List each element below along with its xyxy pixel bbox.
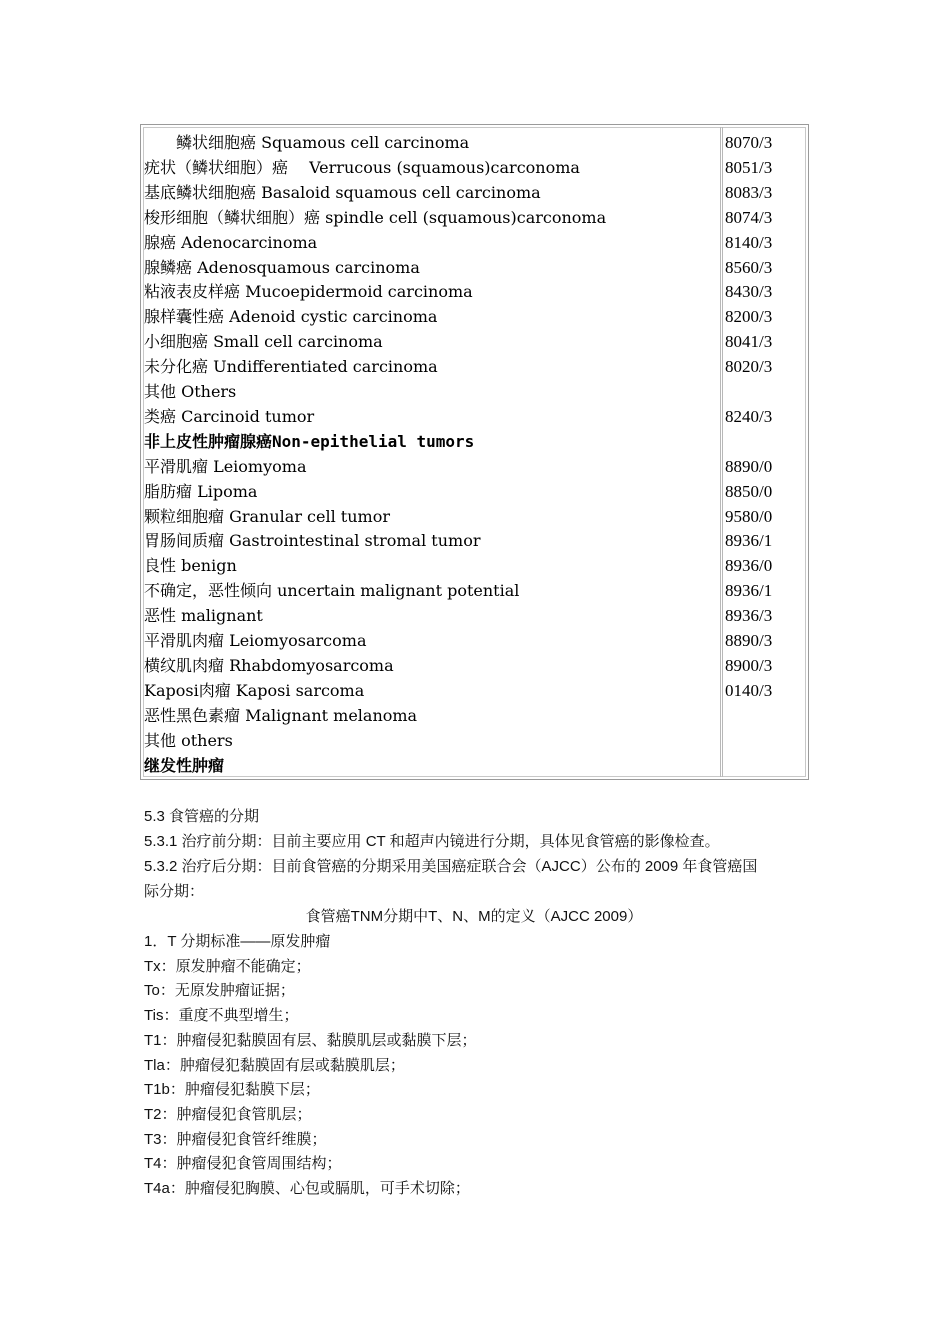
icd-o-code: 8890/0 — [725, 456, 773, 476]
icd-o-code: 8936/0 — [725, 556, 773, 576]
table-row — [144, 155, 804, 180]
tumor-type-name: 不确定，恶性倾向 uncertain malignant potential — [144, 581, 520, 601]
icd-o-code: 8083/3 — [725, 182, 773, 202]
tumor-type-name: 平滑肌肉瘤 Leiomyosarcoma — [144, 631, 367, 650]
icd-o-code: 8890/3 — [725, 631, 773, 650]
tumor-type-name: 脂肪瘤 Lipoma — [144, 481, 258, 501]
icd-o-code: 8850/0 — [725, 481, 773, 501]
icd-o-code: 8430/3 — [725, 282, 773, 302]
table-row — [144, 429, 804, 454]
icd-o-code: 9580/0 — [725, 506, 773, 526]
table-row — [144, 329, 804, 354]
tumor-type-name: 腺鳞癌 Adenosquamous carcinoma — [144, 257, 420, 277]
icd-o-code: 8140/3 — [725, 232, 773, 252]
icd-o-code: 8240/3 — [725, 406, 773, 426]
tumor-type-name: 基底鳞状细胞癌 Basaloid squamous cell carcinoma — [144, 182, 541, 202]
tumor-type-name: 粘液表皮样癌 Mucoepidermoid carcinoma — [144, 282, 473, 302]
table-row — [144, 479, 804, 504]
table-row — [144, 504, 804, 529]
table-row — [144, 404, 804, 429]
tumor-classification-table — [140, 124, 809, 780]
table-row — [144, 279, 804, 304]
paragraph-pretreatment-staging: 5.3.1 治疗前分期：目前主要应用 CT 和超声内镜进行分期，具体见食管癌的影像检查。 — [144, 833, 720, 850]
paragraph-posttreatment-staging-line1: 5.3.2 治疗后分期：目前食管癌的分期采用美国癌症联合会（AJCC）公布的 2009 年食管癌国 — [144, 858, 758, 875]
table-row — [144, 379, 804, 404]
staging-line: Tx：原发肿瘤不能确定； — [144, 957, 311, 975]
table-row — [144, 578, 804, 603]
tumor-type-name: 继发性肿瘤 — [144, 755, 225, 775]
tumor-type-name: 腺样囊性癌 Adenoid cystic carcinoma — [144, 307, 438, 327]
table-row — [144, 678, 804, 703]
tumor-type-name: 疣状（鳞状细胞）癌 Verrucous (squamous)carconoma — [144, 157, 580, 177]
icd-o-code: 8936/1 — [725, 531, 773, 551]
table-row — [144, 603, 804, 628]
tumor-type-name: 类癌 Carcinoid tumor — [144, 406, 315, 426]
tumor-type-name: 未分化癌 Undifferentiated carcinoma — [144, 357, 438, 377]
tumor-type-name: 鳞状细胞癌 Squamous cell carcinoma — [144, 133, 470, 152]
table-row — [144, 130, 804, 155]
tnm-table-caption: 食管癌TNM分期中T、N、M的定义（AJCC 2009） — [305, 908, 643, 925]
staging-line: 1．T 分期标准——原发肿瘤 — [144, 933, 331, 950]
tumor-type-name: Kaposi肉瘤 Kaposi sarcoma — [144, 680, 365, 700]
staging-line: Tis：重度不典型增生； — [144, 1007, 299, 1025]
tumor-type-name: 良性 benign — [144, 556, 237, 576]
staging-line: T1b：肿瘤侵犯黏膜下层； — [144, 1081, 320, 1099]
tumor-type-name: 腺癌 Adenocarcinoma — [144, 232, 318, 252]
tumor-type-name: 其他 others — [144, 730, 233, 750]
table-row — [144, 354, 804, 379]
staging-line: T4：肿瘤侵犯食管周围结构； — [144, 1155, 342, 1173]
table-row — [144, 180, 804, 205]
table-row — [144, 205, 804, 230]
icd-o-code: 8051/3 — [725, 157, 773, 177]
icd-o-code: 8074/3 — [725, 207, 773, 227]
section-heading: 5.3 食管癌的分期 — [144, 808, 260, 825]
staging-line: T1：肿瘤侵犯黏膜固有层、黏膜肌层或黏膜下层； — [144, 1031, 477, 1049]
table-row — [144, 703, 804, 728]
staging-line: To：无原发肿瘤证据； — [144, 982, 295, 1000]
table-row — [144, 728, 804, 753]
staging-line: T2：肿瘤侵犯食管肌层； — [144, 1105, 312, 1123]
table-row — [144, 553, 804, 578]
tumor-type-name: 其他 Others — [144, 382, 237, 401]
table-row — [144, 528, 804, 553]
tumor-type-name: 恶性 malignant — [144, 606, 263, 626]
table-row — [144, 653, 804, 678]
icd-o-code: 8936/3 — [725, 606, 773, 626]
tumor-type-name: 恶性黑色素瘤 Malignant melanoma — [144, 705, 418, 725]
icd-o-code: 8936/1 — [725, 581, 773, 601]
tumor-type-name: 非上皮性肿瘤腺癌Non-epithelial tumors — [144, 431, 475, 451]
tumor-type-name: 横纹肌肉瘤 Rhabdomyosarcoma — [144, 655, 394, 675]
tumor-type-name: 胃肠间质瘤 Gastrointestinal stromal tumor — [144, 531, 481, 551]
icd-o-code: 8900/3 — [725, 655, 773, 675]
table-row — [144, 753, 804, 778]
icd-o-code: 8560/3 — [725, 257, 773, 277]
tumor-type-name: 梭形细胞（鳞状细胞）癌 spindle cell (squamous)carconoma — [144, 207, 607, 227]
table-row — [144, 304, 804, 329]
tumor-type-name: 颗粒细胞瘤 Granular cell tumor — [144, 506, 390, 526]
staging-line: Tla：肿瘤侵犯黏膜固有层或黏膜肌层； — [144, 1056, 405, 1074]
icd-o-code: 8070/3 — [725, 133, 773, 152]
table-row — [144, 628, 804, 653]
paragraph-posttreatment-staging-line2: 际分期： — [144, 883, 205, 900]
table-row — [144, 230, 804, 255]
tumor-type-name: 平滑肌瘤 Leiomyoma — [144, 456, 307, 476]
icd-o-code: 8200/3 — [725, 307, 773, 327]
icd-o-code: 0140/3 — [725, 680, 773, 700]
staging-line: T3：肿瘤侵犯食管纤维膜； — [144, 1130, 327, 1148]
table-row — [144, 255, 804, 280]
table-row — [144, 454, 804, 479]
staging-line: T4a：肿瘤侵犯胸膜、心包或膈肌，可手术切除； — [144, 1180, 470, 1197]
icd-o-code: 8041/3 — [725, 332, 773, 352]
icd-o-code: 8020/3 — [725, 357, 773, 377]
tumor-type-name: 小细胞癌 Small cell carcinoma — [144, 332, 383, 352]
